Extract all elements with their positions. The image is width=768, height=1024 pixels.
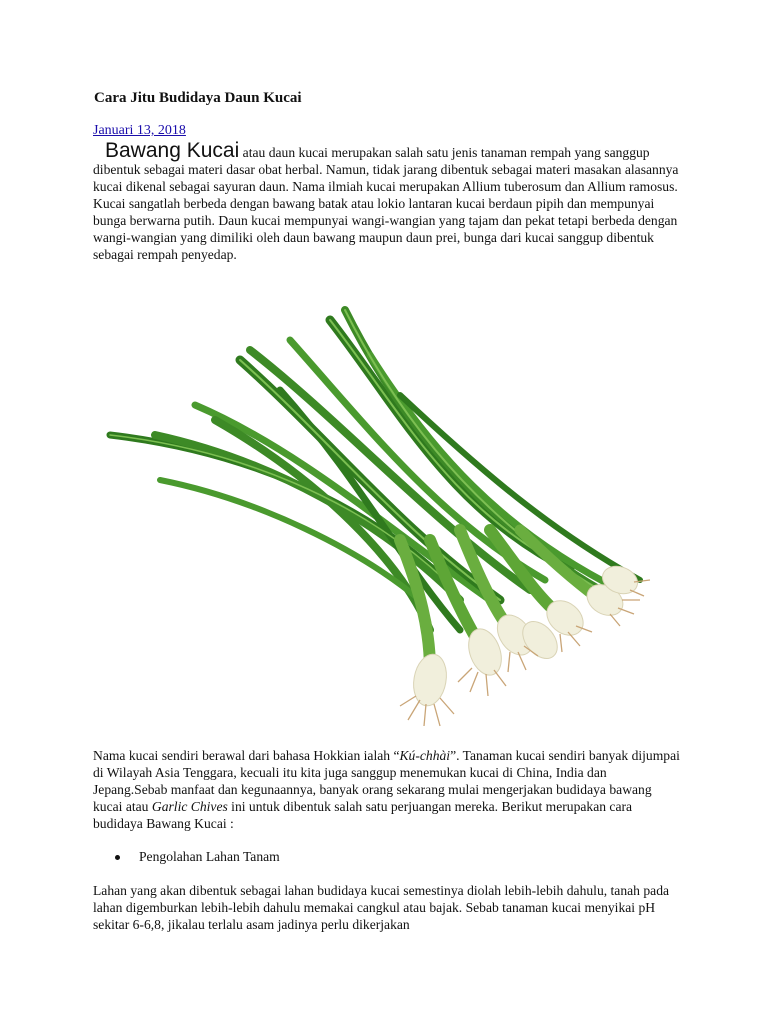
land-prep-paragraph: Lahan yang akan dibentuk sebagai lahan budidaya kucai semestinya diolah lebih-lebih dahulu, tanah pada lahan digemburkan lebih-lebih dahulu memakai cangkul atau bajak. Sebab tanaman kucai menyikai pH sekitar 6-6,8, jikalau terlalu asam jadinya perlu dikerjakan	[93, 883, 670, 932]
date-link[interactable]: Januari 13, 2018	[93, 123, 186, 138]
origin-text-a: Nama kucai sendiri berawal dari bahasa Hokkian ialah “	[93, 748, 400, 763]
intro-paragraph	[93, 139, 683, 263]
origin-text-c: ini untuk dibentuk salah satu perjuangan mereka. Berikut merupakan cara budidaya Bawang Kucai :	[93, 799, 633, 831]
intro-lead-text: Bawang Kucai	[105, 139, 240, 162]
origin-paragraph	[93, 747, 683, 832]
hokkien-term: Kú-chhài	[399, 748, 451, 763]
bullet-dot-icon	[115, 855, 120, 860]
origin-text-b: ”. Tanaman kucai sendiri banyak dijumpai di Wilayah Asia Tenggara, kecuali itu kita juga sanggup menemukan kucai di China, India dan Jepang.Sebab manfaat dan kegunaannya, banyak orang sekarang mulai mengerjakan budidaya bawang kucai atau	[93, 748, 680, 814]
intro-body-text: atau daun kucai merupakan salah satu jenis tanaman rempah yang sanggup dibentuk sebagai materi dasar obat herbal. Namun, tidak jarang dibentuk sebagai materi masakan alasannya kucai dikenal sebagai sayuran daun. Nama ilmiah kucai merupakan Allium tuberosum dan Allium ramosus. Kucai sangatlah berbeda dengan bawang batak atau lokio lantaran kucai berdaun pipih dan mempunyai bunga berwarna putih. Daun kucai mempunyai wangi-wangian yang tajam dan pekat tetapi berbeda dengan wangi-wangian yang dimiliki oleh daun bawang maupun daun prei, bunga dari kucai sanggup dibentuk sebagai rempah penyedap.	[93, 145, 679, 262]
article-title: Cara Jitu Budidaya Daun Kucai	[94, 90, 302, 106]
english-term: Garlic Chives	[151, 799, 228, 814]
bullet-item-text: Pengolahan Lahan Tanam	[139, 849, 280, 864]
bullet-item	[115, 849, 280, 865]
green-onion-bunch-icon	[100, 300, 670, 740]
